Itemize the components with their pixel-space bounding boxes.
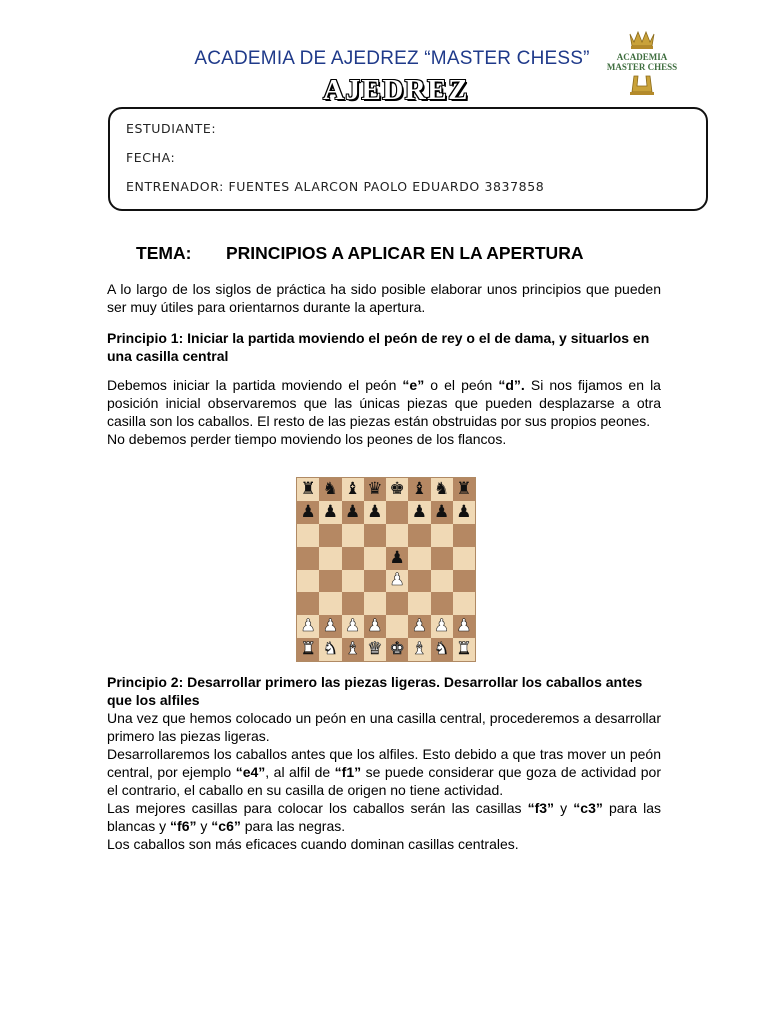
black-rook-icon: ♜ bbox=[456, 478, 472, 499]
square-a8 bbox=[297, 478, 319, 501]
square-c6-ref: “c6” bbox=[211, 818, 241, 834]
topic-label: TEMA: bbox=[136, 243, 192, 263]
topic-title: PRINCIPIOS A APLICAR EN LA APERTURA bbox=[226, 243, 584, 263]
black-pawn-icon: ♟ bbox=[434, 501, 450, 522]
square-d6 bbox=[364, 524, 386, 547]
square-f2 bbox=[408, 615, 430, 638]
square-a3 bbox=[297, 592, 319, 615]
square-f3-ref: “f3” bbox=[527, 800, 555, 816]
principle-2-sentence-1: Una vez que hemos colocado un peón en una casilla central, procederemos a desarrollar primero las piezas ligeras. bbox=[107, 710, 661, 744]
square-d3 bbox=[364, 592, 386, 615]
square-f1 bbox=[408, 638, 430, 661]
black-knight-icon: ♞ bbox=[322, 478, 338, 499]
square-e5 bbox=[386, 547, 408, 570]
square-f1-ref: “f1” bbox=[334, 764, 362, 780]
text-span: para las blancas y bbox=[107, 800, 662, 834]
black-king-icon: ♚ bbox=[389, 478, 405, 499]
black-pawn-icon: ♟ bbox=[411, 501, 427, 522]
square-g2 bbox=[431, 615, 453, 638]
text-span: se puede considerar que goza de actividad por el contrario, el caballo en su casilla de origen no tiene actividad. bbox=[107, 764, 661, 798]
square-c4 bbox=[342, 570, 364, 593]
square-d8 bbox=[364, 478, 386, 501]
square-d1 bbox=[364, 638, 386, 661]
student-info-box bbox=[108, 107, 708, 211]
square-e4 bbox=[386, 570, 408, 593]
square-c3-ref: “c3” bbox=[573, 800, 603, 816]
square-a6 bbox=[297, 524, 319, 547]
text-span: Desarrollaremos los caballos antes que los alfiles. Esto debido a que tras mover un peón central, por ejemplo bbox=[107, 746, 661, 780]
principle-2-heading: Principio 2: Desarrollar primero las piezas ligeras. Desarrollar los caballos antes que los alfiles bbox=[107, 674, 643, 708]
coach-label: ENTRENADOR: FUENTES ALARCON PAOLO EDUARDO 3837858 bbox=[126, 179, 545, 194]
square-f6 bbox=[408, 524, 430, 547]
square-e6 bbox=[386, 524, 408, 547]
square-b3 bbox=[319, 592, 341, 615]
square-c8 bbox=[342, 478, 364, 501]
black-pawn-icon: ♟ bbox=[389, 547, 405, 568]
text-span: o el peón bbox=[424, 377, 499, 393]
principle-1-body bbox=[107, 376, 661, 448]
principle-2-body bbox=[107, 709, 661, 853]
square-f5 bbox=[408, 547, 430, 570]
white-pawn-icon: ♟ bbox=[367, 616, 383, 637]
square-c2 bbox=[342, 615, 364, 638]
white-rook-icon: ♜ bbox=[300, 639, 316, 660]
move-e4-ref: “e4” bbox=[235, 764, 266, 780]
text-span: para las negras. bbox=[240, 818, 346, 834]
square-e3 bbox=[386, 592, 408, 615]
square-h1 bbox=[453, 638, 475, 661]
square-a4 bbox=[297, 570, 319, 593]
student-label: ESTUDIANTE: bbox=[126, 121, 217, 136]
square-f7 bbox=[408, 501, 430, 524]
text-span: y bbox=[196, 818, 212, 834]
white-bishop-icon: ♝ bbox=[345, 639, 361, 660]
principle-2-sentence-3 bbox=[107, 799, 661, 835]
square-g1 bbox=[431, 638, 453, 661]
square-b2 bbox=[319, 615, 341, 638]
black-knight-icon: ♞ bbox=[434, 478, 450, 499]
square-g3 bbox=[431, 592, 453, 615]
square-a1 bbox=[297, 638, 319, 661]
square-g8 bbox=[431, 478, 453, 501]
chess-board bbox=[297, 478, 475, 661]
white-knight-icon: ♞ bbox=[434, 639, 450, 660]
square-h7 bbox=[453, 501, 475, 524]
square-g7 bbox=[431, 501, 453, 524]
square-b1 bbox=[319, 638, 341, 661]
text-span: Debemos iniciar la partida moviendo el peón bbox=[107, 377, 403, 393]
square-c3 bbox=[342, 592, 364, 615]
black-pawn-icon: ♟ bbox=[456, 501, 472, 522]
square-c7 bbox=[342, 501, 364, 524]
square-f4 bbox=[408, 570, 430, 593]
square-g4 bbox=[431, 570, 453, 593]
text-span: , al alfil de bbox=[265, 764, 335, 780]
logo-text-master-chess: MASTER CHESS bbox=[606, 62, 678, 72]
white-pawn-icon: ♟ bbox=[434, 616, 450, 637]
text-span: Si nos fijamos en la posición inicial observaremos que las únicas piezas que pueden desplazarse a otra casilla son los caballos. El resto de las piezas están obstruidas por sus propios peones. bbox=[107, 377, 661, 429]
academy-title: ACADEMIA DE AJEDREZ “MASTER CHESS” bbox=[194, 48, 590, 69]
square-f3 bbox=[408, 592, 430, 615]
white-knight-icon: ♞ bbox=[322, 639, 338, 660]
white-pawn-icon: ♟ bbox=[345, 616, 361, 637]
black-rook-icon: ♜ bbox=[300, 478, 316, 499]
square-g5 bbox=[431, 547, 453, 570]
square-h4 bbox=[453, 570, 475, 593]
square-h3 bbox=[453, 592, 475, 615]
square-h8 bbox=[453, 478, 475, 501]
square-d7 bbox=[364, 501, 386, 524]
white-bishop-icon: ♝ bbox=[411, 639, 427, 660]
square-f6-ref: “f6” bbox=[170, 818, 197, 834]
black-bishop-icon: ♝ bbox=[411, 478, 427, 499]
square-c1 bbox=[342, 638, 364, 661]
square-e8 bbox=[386, 478, 408, 501]
square-d5 bbox=[364, 547, 386, 570]
square-f8 bbox=[408, 478, 430, 501]
date-label: FECHA: bbox=[126, 150, 176, 165]
white-pawn-icon: ♟ bbox=[389, 570, 405, 591]
academy-logo bbox=[604, 28, 680, 100]
square-d4 bbox=[364, 570, 386, 593]
square-e2 bbox=[386, 615, 408, 638]
square-g6 bbox=[431, 524, 453, 547]
pawn-d-ref: “d”. bbox=[498, 377, 525, 393]
black-queen-icon: ♛ bbox=[367, 478, 383, 499]
page-title: AJEDREZ bbox=[323, 74, 469, 106]
white-pawn-icon: ♟ bbox=[456, 616, 472, 637]
square-e7 bbox=[386, 501, 408, 524]
text-span: y bbox=[554, 800, 574, 816]
pawn-e-ref: “e” bbox=[402, 377, 425, 393]
principle-2-sentence-2 bbox=[107, 745, 661, 799]
square-a2 bbox=[297, 615, 319, 638]
white-rook-icon: ♜ bbox=[456, 639, 472, 660]
black-pawn-icon: ♟ bbox=[300, 501, 316, 522]
principle-1-paragraph bbox=[107, 376, 661, 430]
principle-1-heading: Principio 1: Iniciar la partida moviendo el peón de rey o el de dama, y situarlos en una casilla central bbox=[107, 330, 650, 364]
square-a7 bbox=[297, 501, 319, 524]
square-e1 bbox=[386, 638, 408, 661]
square-c6 bbox=[342, 524, 364, 547]
square-h2 bbox=[453, 615, 475, 638]
intro-paragraph: A lo largo de los siglos de práctica ha sido posible elaborar unos principios que pueden ser muy útiles para orientarnos durante la apertura. bbox=[107, 281, 661, 315]
square-h6 bbox=[453, 524, 475, 547]
black-pawn-icon: ♟ bbox=[322, 501, 338, 522]
white-king-icon: ♚ bbox=[389, 639, 405, 660]
square-h5 bbox=[453, 547, 475, 570]
square-b8 bbox=[319, 478, 341, 501]
square-d2 bbox=[364, 615, 386, 638]
white-pawn-icon: ♟ bbox=[411, 616, 427, 637]
white-pawn-icon: ♟ bbox=[300, 616, 316, 637]
black-pawn-icon: ♟ bbox=[345, 501, 361, 522]
square-b4 bbox=[319, 570, 341, 593]
square-b6 bbox=[319, 524, 341, 547]
principle-2-sentence-4: Los caballos son más eficaces cuando dominan casillas centrales. bbox=[107, 836, 519, 852]
square-a5 bbox=[297, 547, 319, 570]
square-b5 bbox=[319, 547, 341, 570]
principle-1-note: No debemos perder tiempo moviendo los peones de los flancos. bbox=[107, 431, 507, 447]
black-bishop-icon: ♝ bbox=[345, 478, 361, 499]
logo-text-academia: ACADEMIA bbox=[616, 52, 668, 62]
black-pawn-icon: ♟ bbox=[367, 501, 383, 522]
white-queen-icon: ♛ bbox=[367, 639, 383, 660]
topic-heading bbox=[136, 243, 583, 264]
square-c5 bbox=[342, 547, 364, 570]
text-span: Las mejores casillas para colocar los caballos serán las casillas bbox=[107, 800, 528, 816]
square-b7 bbox=[319, 501, 341, 524]
white-pawn-icon: ♟ bbox=[322, 616, 338, 637]
